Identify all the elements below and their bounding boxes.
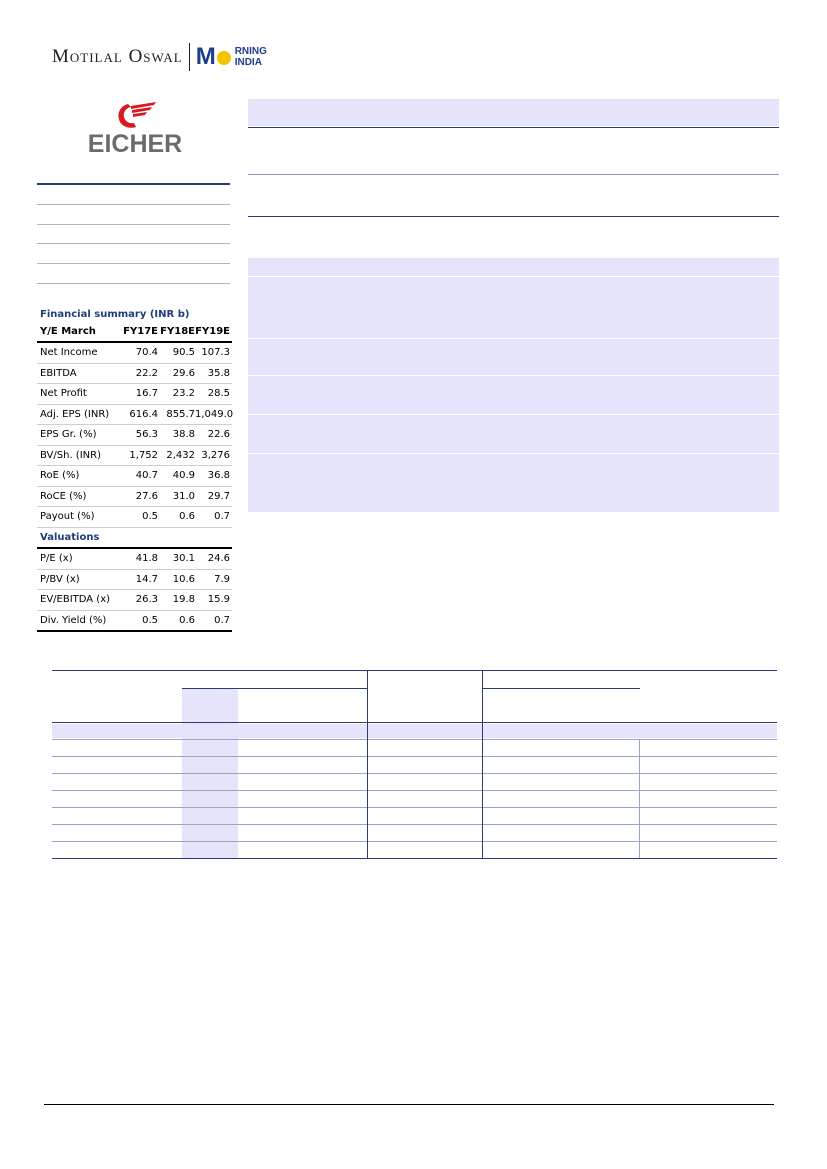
right-header-band <box>248 99 779 126</box>
table-group-rule <box>483 688 640 689</box>
table-row <box>37 549 232 570</box>
left-rule <box>37 263 230 264</box>
table-row <box>37 611 232 633</box>
table-row <box>37 446 232 467</box>
sun-icon <box>217 51 231 65</box>
table-row <box>37 487 232 508</box>
row-value: 40.7 <box>135 470 158 481</box>
table-group-rule <box>182 688 367 689</box>
financial-summary-title: Financial summary (INR b) <box>40 309 190 320</box>
row-value: 15.9 <box>207 594 230 605</box>
band-separator <box>248 414 779 415</box>
table-row-rule <box>52 739 777 740</box>
table-header-row <box>37 323 232 343</box>
row-value: 36.8 <box>207 470 230 481</box>
row-label: BV/Sh. (INR) <box>40 449 101 461</box>
table-column-divider <box>482 670 483 858</box>
row-value: 2,432 <box>166 449 195 461</box>
row-value: 70.4 <box>135 347 158 358</box>
column-header: Y/E March <box>40 326 96 337</box>
row-label: RoE (%) <box>40 470 80 481</box>
company-logo-text: EICHER <box>87 130 183 158</box>
left-rule <box>37 243 230 244</box>
table-header-rule <box>52 722 777 723</box>
right-rule <box>248 127 779 128</box>
row-value: 0.6 <box>179 614 195 626</box>
row-label: Div. Yield (%) <box>40 614 107 626</box>
row-label: Adj. EPS (INR) <box>40 408 110 420</box>
band-separator <box>248 453 779 454</box>
row-label: RoCE (%) <box>40 490 87 502</box>
table-row <box>37 590 232 611</box>
brand-morning-india <box>235 46 267 68</box>
row-value: 616.4 <box>129 408 158 420</box>
row-value: 0.5 <box>142 511 158 522</box>
table-row <box>37 570 232 591</box>
row-value: 107.3 <box>201 347 230 358</box>
row-value: 7.9 <box>214 573 230 585</box>
table-row <box>37 364 232 385</box>
row-value: 28.5 <box>207 388 230 399</box>
band-separator <box>248 375 779 376</box>
row-value: 1,049.0 <box>195 408 234 420</box>
row-value: 41.8 <box>135 553 158 564</box>
band-separator <box>248 276 779 277</box>
highlight-column <box>182 689 238 859</box>
row-value: 16.7 <box>135 388 158 399</box>
row-label: Net Profit <box>40 388 87 399</box>
row-value: 56.3 <box>135 429 158 440</box>
row-value: 30.1 <box>172 553 195 564</box>
left-rule-top <box>37 183 230 185</box>
table-row <box>37 343 232 364</box>
table-row-rule <box>52 807 777 808</box>
table-row-rule <box>52 790 777 791</box>
row-value: 40.9 <box>172 470 195 481</box>
row-value: 0.7 <box>214 614 230 626</box>
row-label: EPS Gr. (%) <box>40 429 97 440</box>
table-row-rule <box>52 756 777 757</box>
company-logo <box>82 100 188 160</box>
left-rule <box>37 283 230 284</box>
table-row-rule <box>52 773 777 774</box>
brand-motilal-oswal: Motilal Oswal <box>52 46 183 67</box>
row-value: 0.7 <box>214 511 230 522</box>
column-header: FY18E <box>160 326 195 337</box>
row-label: Net Income <box>40 347 98 358</box>
column-header: FY19E <box>195 326 230 337</box>
row-value: 1,752 <box>129 449 158 461</box>
right-rule <box>248 174 779 175</box>
valuations-title-row <box>37 528 232 550</box>
column-header: FY17E <box>123 326 158 337</box>
table-column-divider <box>639 739 640 858</box>
row-value: 22.2 <box>135 367 158 379</box>
row-value: 19.8 <box>172 594 195 605</box>
row-value: 22.6 <box>207 429 230 440</box>
row-label: P/BV (x) <box>40 573 80 585</box>
row-label: Payout (%) <box>40 511 95 522</box>
row-value: 31.0 <box>172 490 195 502</box>
eicher-wing-icon <box>112 100 158 130</box>
row-value: 0.6 <box>179 511 195 522</box>
band-separator <box>248 338 779 339</box>
brand-divider <box>189 43 190 71</box>
right-content-band <box>248 258 779 512</box>
brand-rning: RNING <box>234 46 267 57</box>
row-value: 38.8 <box>172 429 195 440</box>
row-value: 10.6 <box>172 573 195 585</box>
row-value: 23.2 <box>172 388 195 399</box>
table-row <box>37 405 232 426</box>
row-value: 29.7 <box>207 490 230 502</box>
row-value: 35.8 <box>207 367 230 379</box>
left-rule <box>37 224 230 225</box>
row-label: EV/EBITDA (x) <box>40 594 111 605</box>
table-row <box>37 384 232 405</box>
table-top-rule <box>52 670 777 671</box>
row-value: 27.6 <box>135 490 158 502</box>
footer-rule <box>44 1104 774 1105</box>
financial-summary-table <box>37 307 232 632</box>
valuations-title: Valuations <box>40 531 100 543</box>
brand-header <box>52 42 267 72</box>
left-rule <box>37 204 230 205</box>
table-subheader-band <box>52 724 777 738</box>
brand-india: INDIA <box>234 57 262 68</box>
row-value: 855.7 <box>166 408 195 420</box>
table-row <box>37 425 232 446</box>
table-row-rule <box>52 824 777 825</box>
row-value: 24.6 <box>207 553 230 564</box>
table-row <box>37 466 232 487</box>
row-value: 26.3 <box>135 594 158 605</box>
table-bottom-rule <box>52 858 777 859</box>
right-rule <box>248 216 779 217</box>
table-row <box>37 507 232 528</box>
row-label: EBITDA <box>40 367 77 379</box>
row-value: 14.7 <box>135 573 158 585</box>
row-value: 29.6 <box>172 367 195 379</box>
row-value: 0.5 <box>142 614 158 626</box>
row-value: 3,276 <box>201 449 230 461</box>
row-label: P/E (x) <box>40 553 73 564</box>
row-value: 90.5 <box>172 347 195 358</box>
table-row-rule <box>52 841 777 842</box>
brand-morning-m: M <box>195 43 216 70</box>
table-column-divider <box>367 670 368 858</box>
